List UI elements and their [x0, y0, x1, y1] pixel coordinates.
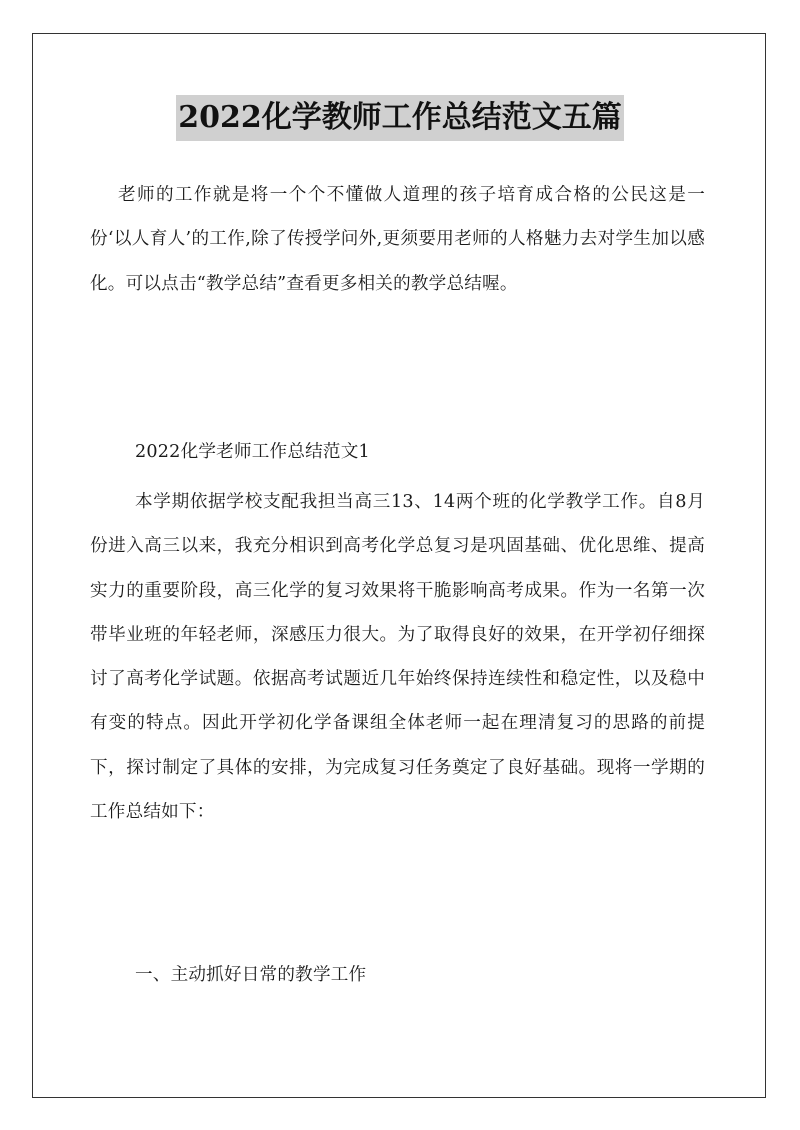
essay-heading: 2022化学老师工作总结范文1	[135, 442, 370, 462]
title-container	[0, 95, 800, 141]
intro-paragraph: 老师的工作就是将一个个不懂做人道理的孩子培育成合格的公民这是一份‘以人育人’的工作,除了传授学问外,更须要用老师的人格魅力去对学生加以感化。可以点击“教学总结”查看更多相关的教学总结喔。	[90, 185, 705, 294]
document-title: 2022化学教师工作总结范文五篇	[176, 95, 624, 141]
section-heading: 一、主动抓好日常的教学工作	[135, 965, 367, 985]
body-paragraph: 本学期依据学校支配我担当高三13、14两个班的化学教学工作。自8月份进入高三以来，我充分相识到高考化学总复习是巩固基础、优化思维、提高实力的重要阶段，高三化学的复习效果将干脆影响高考成果。作为一名第一次带毕业班的年轻老师，深感压力很大。为了取得良好的效果，在开学初仔细探讨了高考化学试题。依据高考试题近几年始终保持连续性和稳定性，以及稳中有变的特点。因此开学初化学备课组全体老师一起在理清复习的思路的前提下，探讨制定了具体的安排，为完成复习任务奠定了良好基础。现将一学期的工作总结如下：	[90, 492, 705, 823]
